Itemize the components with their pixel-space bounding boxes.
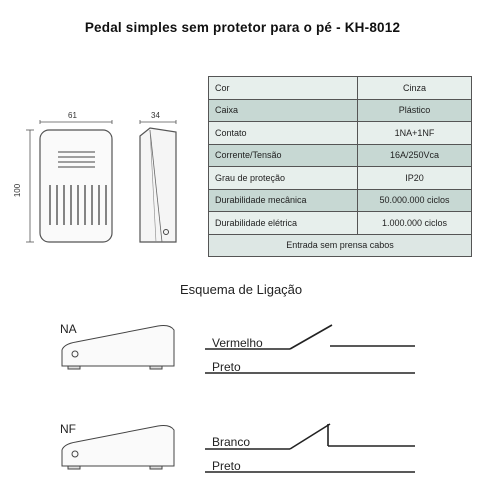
- spec-label: Cor: [209, 77, 358, 100]
- spec-value: 1NA+1NF: [358, 122, 472, 145]
- width-dimension-line: [40, 120, 112, 124]
- nf-wire2-label: Preto: [212, 459, 241, 473]
- spec-value: 16A/250Vca: [358, 144, 472, 167]
- spec-label: Caixa: [209, 99, 358, 122]
- nf-wire1-label: Branco: [212, 435, 251, 449]
- table-row: [209, 212, 472, 235]
- spec-label: Durabilidade mecânica: [209, 189, 358, 212]
- height-dimension-line: [26, 130, 34, 242]
- spec-value: 1.000.000 ciclos: [358, 212, 472, 235]
- spec-label: Corrente/Tensão: [209, 144, 358, 167]
- table-row: [209, 122, 472, 145]
- page-title: Pedal simples sem protetor para o pé - KH-8012: [84, 20, 401, 35]
- spec-footer: Entrada sem prensa cabos: [209, 234, 472, 257]
- table-row: [209, 167, 472, 190]
- pedal-na-drawing: [62, 326, 174, 370]
- table-row: [209, 99, 472, 122]
- na-wire2-label: Preto: [212, 360, 241, 374]
- na-label: NA: [60, 322, 77, 336]
- table-row: [209, 144, 472, 167]
- spec-label: Contato: [209, 122, 358, 145]
- height-dimension-label: 100: [13, 183, 23, 198]
- pedal-nf-drawing: [62, 426, 174, 470]
- width-dimension-label: 61: [68, 111, 77, 120]
- pedal-side-outline: [140, 128, 176, 242]
- table-row: [209, 77, 472, 100]
- depth-dimension-label: 34: [151, 111, 160, 120]
- spec-table: [208, 76, 472, 257]
- spec-label: Grau de proteção: [209, 167, 358, 190]
- spec-value: Cinza: [358, 77, 472, 100]
- na-wire1-label: Vermelho: [212, 336, 263, 350]
- spec-value: IP20: [358, 167, 472, 190]
- table-row: [209, 234, 472, 257]
- table-row: [209, 189, 472, 212]
- spec-label: Durabilidade elétrica: [209, 212, 358, 235]
- depth-dimension-line: [140, 120, 176, 124]
- wiring-section-title: Esquema de Ligação: [180, 282, 303, 297]
- nf-label: NF: [60, 422, 76, 436]
- spec-value: Plástico: [358, 99, 472, 122]
- spec-value: 50.000.000 ciclos: [358, 189, 472, 212]
- pedal-front-outline: [40, 130, 112, 242]
